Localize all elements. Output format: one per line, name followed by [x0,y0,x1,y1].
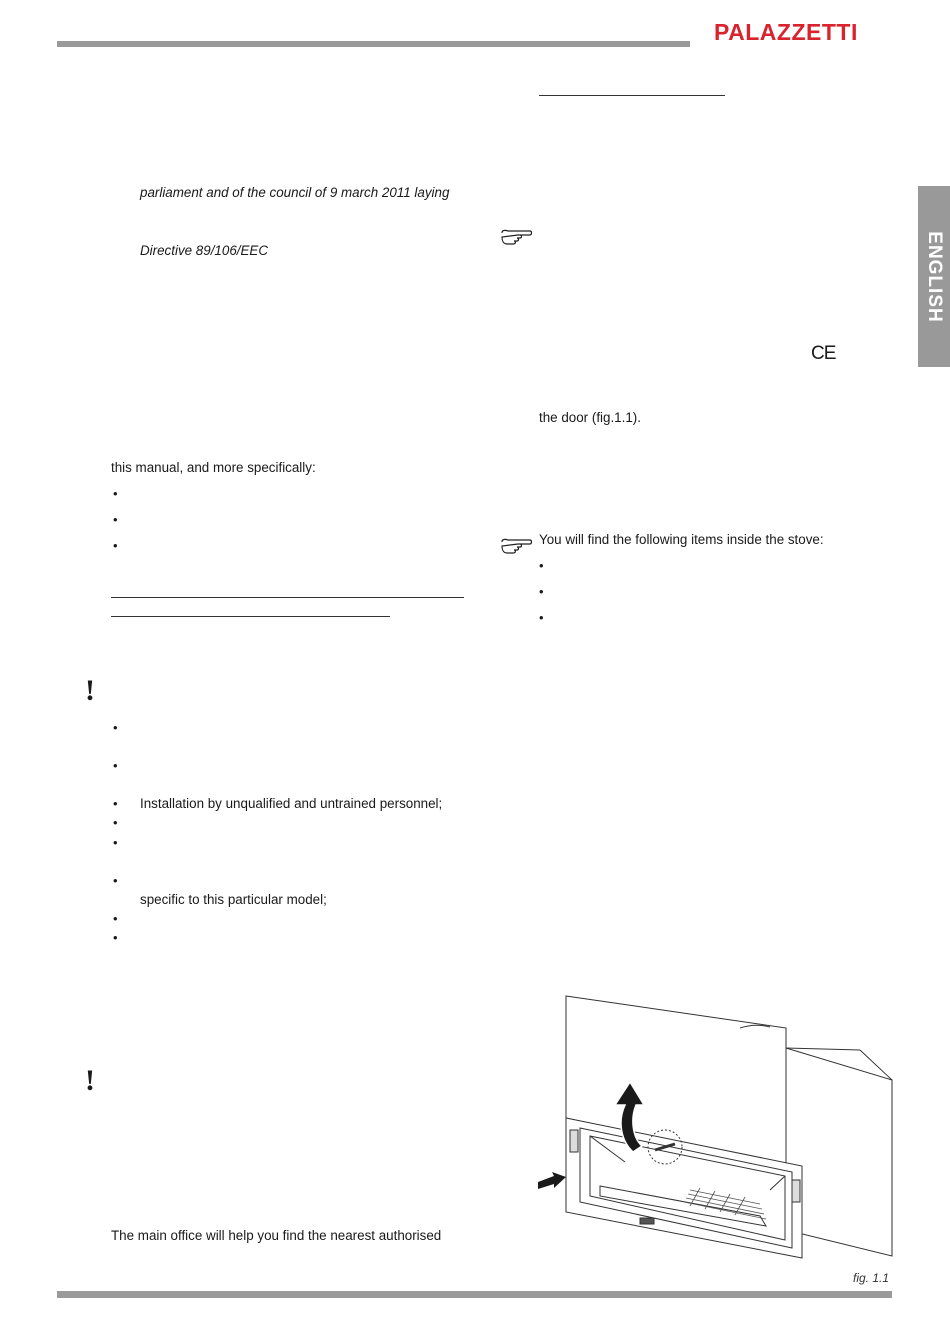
installation-personnel-text: Installation by unqualified and untrained personnel; [140,796,443,811]
ce-mark: CE [811,343,836,364]
manual-specifically-text: this manual, and more specifically: [111,460,316,475]
pointing-hand-icon-2 [500,537,534,555]
push-arrow [538,1172,566,1189]
bullet-9: • [113,873,118,888]
bullet-1: • [113,486,118,501]
regulation-line: parliament and of the council of 9 march 2011 laying [140,185,450,200]
bullet-3: • [113,538,118,553]
main-office-text: The main office will help you find the nearest authorised [111,1228,442,1243]
warning-icon-2: ! [85,1064,95,1097]
warning-icon: ! [85,674,95,707]
language-tab [918,186,950,367]
footer-rule [57,1291,892,1298]
brand-logo: PALAZZETTI [714,19,858,45]
right-bullet-2: • [539,584,544,599]
bullet-5: • [113,758,118,773]
bullet-11: • [113,930,118,945]
figure-caption: fig. 1.1 [853,1271,890,1285]
bullet-7: • [113,815,118,830]
door-reference-text: the door (fig.1.1). [539,410,641,425]
right-underline [539,95,725,96]
language-tab-label: ENGLISH [923,230,945,323]
stove-illustration [530,990,900,1280]
pointing-hand-icon [500,228,534,246]
bullet-4: • [113,720,118,735]
bullet-2: • [113,512,118,527]
bullet-10: • [113,911,118,926]
underline-1 [111,597,464,598]
items-inside-intro: You will find the following items inside the stove: [539,532,824,547]
header-rule [57,41,690,47]
bullet-6: • [113,796,118,811]
directive-line: Directive 89/106/EEC [140,243,269,258]
right-bullet-1: • [539,558,544,573]
bullet-8: • [113,835,118,850]
right-bullet-3: • [539,610,544,625]
specific-model-text: specific to this particular model; [140,892,327,907]
underline-2 [111,616,390,617]
